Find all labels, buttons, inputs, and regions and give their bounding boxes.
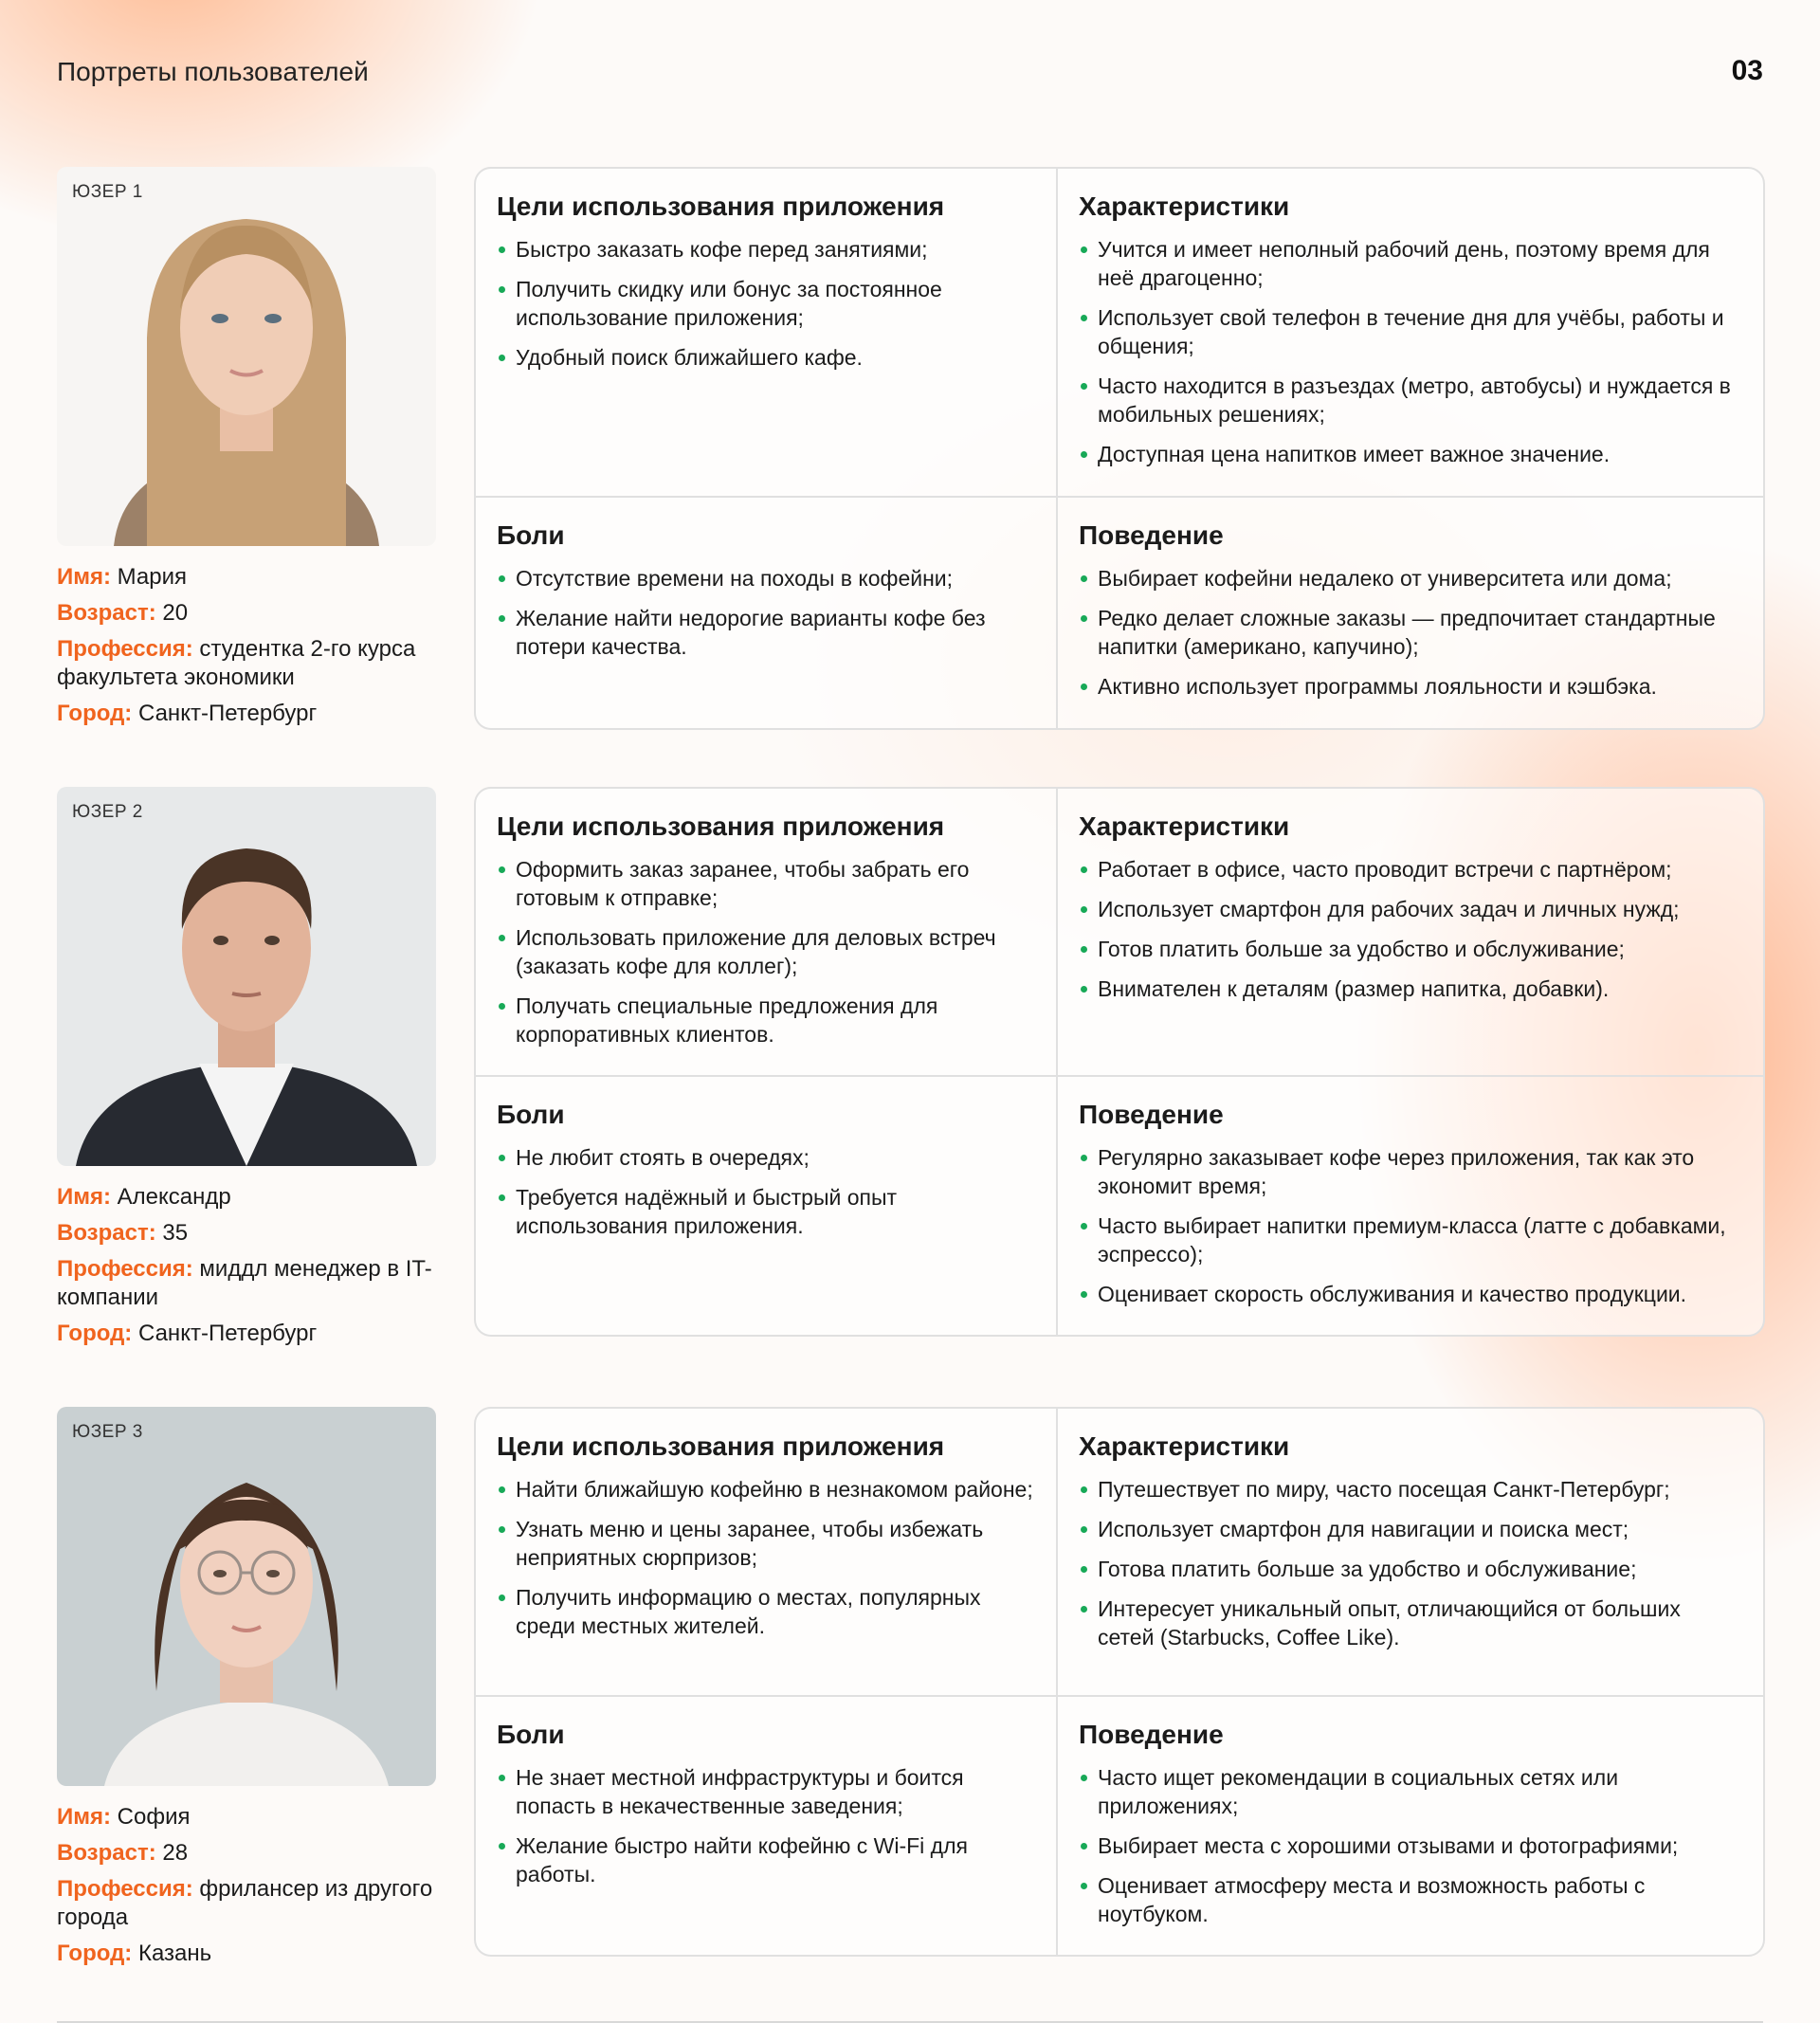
pains-section [476, 498, 1058, 728]
persona-card-1 [57, 167, 1763, 736]
section-title: Боли [497, 1100, 565, 1129]
list-item: Желание найти недорогие варианты кофе без потери качества. [497, 604, 1033, 661]
list-item: Работает в офисе, часто проводит встречи с партнёром; [1079, 855, 1740, 884]
behavior-section [1058, 1077, 1763, 1335]
age-label: Возраст: [57, 1840, 156, 1866]
profession-label: Профессия: [57, 1256, 193, 1282]
profession-value: студентка 2-го курса факультета экономики [57, 636, 416, 690]
list-item: Использует смартфон для навигации и поиска мест; [1079, 1515, 1740, 1543]
list-item: Оформить заказ заранее, чтобы забрать его готовым к отправке; [497, 855, 1033, 912]
name-label: Имя: [57, 1804, 111, 1830]
list-item: Не любит стоять в очередях; [497, 1143, 1033, 1172]
behavior-section [1058, 498, 1763, 728]
list-item: Путешествует по миру, часто посещая Санкт-Петербург; [1079, 1475, 1740, 1504]
goals-section [476, 1409, 1058, 1697]
avatar-photo [57, 1407, 436, 1786]
list-item: Получить скидку или бонус за постоянное использование приложения; [497, 275, 1033, 332]
persona-info [57, 563, 446, 736]
list-item: Получить информацию о местах, популярных среди местных жителей. [497, 1583, 1033, 1640]
list-item: Часто выбирает напитки премиум-класса (латте с добавками, эспрессо); [1079, 1212, 1740, 1268]
list-item: Найти ближайшую кофейню в незнакомом районе; [497, 1475, 1033, 1504]
list-item: Выбирает места с хорошими отзывами и фотографиями; [1079, 1832, 1740, 1860]
section-title: Цели использования приложения [497, 811, 945, 841]
section-title: Поведение [1079, 1720, 1224, 1749]
list-item: Оценивает скорость обслуживания и качество продукции. [1079, 1280, 1740, 1308]
list-item: Часто находится в разъездах (метро, автобусы) и нуждается в мобильных решениях; [1079, 372, 1740, 428]
pains-section [476, 1697, 1058, 1955]
persona-info [57, 1803, 446, 1976]
age-value: 20 [162, 600, 189, 626]
avatar-photo [57, 787, 436, 1166]
persona-details-card [474, 1407, 1765, 1957]
list-item: Не знает местной инфраструктуры и боится попасть в некачественные заведения; [497, 1763, 1033, 1820]
profession-value: миддл менеджер в IT-компании [57, 1256, 432, 1310]
persona-details-card [474, 787, 1765, 1337]
city-value: Санкт-Петербург [137, 1321, 318, 1346]
name-value: Мария [117, 564, 188, 590]
list-item: Выбирает кофейни недалеко от университета или дома; [1079, 564, 1740, 592]
age-label: Возраст: [57, 600, 156, 626]
page-number: 03 [1731, 55, 1763, 86]
list-item: Учится и имеет неполный рабочий день, поэтому время для неё драгоценно; [1079, 235, 1740, 292]
age-value: 28 [162, 1840, 189, 1866]
list-item: Использует свой телефон в течение дня для учёбы, работы и общения; [1079, 303, 1740, 360]
section-title: Боли [497, 1720, 565, 1749]
goals-section [476, 789, 1058, 1077]
avatar-photo [57, 167, 436, 546]
traits-section [1058, 789, 1763, 1077]
avatar-portrait-female-2 [57, 1407, 436, 1786]
list-item: Готова платить больше за удобство и обслуживание; [1079, 1555, 1740, 1583]
section-title: Цели использования приложения [497, 191, 945, 221]
list-item: Желание быстро найти кофейню с Wi-Fi для работы. [497, 1832, 1033, 1888]
page-title: Портреты пользовaтелей [57, 57, 369, 86]
avatar-portrait-female-1 [57, 167, 436, 546]
list-item: Использовать приложение для деловых встреч (заказать кофе для коллег); [497, 923, 1033, 980]
persona-card-2 [57, 787, 1763, 1356]
name-value: София [117, 1804, 191, 1830]
name-label: Имя: [57, 564, 111, 590]
city-label: Город: [57, 1941, 133, 1966]
traits-section [1058, 169, 1763, 498]
city-label: Город: [57, 1321, 133, 1346]
list-item: Узнать меню и цены заранее, чтобы избежать неприятных сюрпризов; [497, 1515, 1033, 1572]
user-tag: ЮЗЕР 1 [72, 182, 143, 202]
city-label: Город: [57, 701, 133, 726]
profession-label: Профессия: [57, 1876, 193, 1902]
list-item: Требуется надёжный и быстрый опыт использования приложения. [497, 1183, 1033, 1240]
persona-info [57, 1183, 446, 1356]
list-item: Использует смартфон для рабочих задач и личных нужд; [1079, 895, 1740, 923]
list-item: Редко делает сложные заказы — предпочитает стандартные напитки (американо, капучино); [1079, 604, 1740, 661]
section-title: Цели использования приложения [497, 1431, 945, 1461]
persona-details-card [474, 167, 1765, 730]
section-title: Поведение [1079, 520, 1224, 550]
goals-section [476, 169, 1058, 498]
list-item: Часто ищет рекомендации в социальных сетях или приложениях; [1079, 1763, 1740, 1820]
avatar-portrait-male [57, 787, 436, 1166]
list-item: Готов платить больше за удобство и обслуживание; [1079, 935, 1740, 963]
age-label: Возраст: [57, 1220, 156, 1246]
name-label: Имя: [57, 1184, 111, 1210]
section-title: Характеристики [1079, 1431, 1290, 1461]
section-title: Характеристики [1079, 811, 1290, 841]
age-value: 35 [162, 1220, 189, 1246]
behavior-section [1058, 1697, 1763, 1955]
profession-value: фрилансер из другого города [57, 1876, 433, 1930]
list-item: Внимателен к деталям (размер напитка, добавки). [1079, 975, 1740, 1003]
list-item: Получать специальные предложения для корпоративных клиентов. [497, 992, 1033, 1048]
list-item: Быстро заказать кофе перед занятиями; [497, 235, 1033, 264]
list-item: Регулярно заказывает кофе через приложения, так как это экономит время; [1079, 1143, 1740, 1200]
section-title: Характеристики [1079, 191, 1290, 221]
user-tag: ЮЗЕР 3 [72, 1422, 143, 1442]
user-tag: ЮЗЕР 2 [72, 802, 143, 822]
list-item: Активно использует программы лояльности и кэшбэка. [1079, 672, 1740, 701]
city-value: Казань [137, 1941, 212, 1966]
profession-label: Профессия: [57, 636, 193, 662]
section-title: Боли [497, 520, 565, 550]
list-item: Оценивает атмосферу места и возможность работы с ноутбуком. [1079, 1871, 1740, 1928]
traits-section [1058, 1409, 1763, 1697]
pains-section [476, 1077, 1058, 1335]
list-item: Удобный поиск ближайшего кафе. [497, 343, 1033, 372]
city-value: Санкт-Петербург [137, 701, 318, 726]
persona-card-3 [57, 1407, 1763, 1976]
list-item: Интересует уникальный опыт, отличающийся от больших сетей (Starbucks, Coffee Like). [1079, 1595, 1740, 1651]
list-item: Отсутствие времени на походы в кофейни; [497, 564, 1033, 592]
list-item: Доступная цена напитков имеет важное значение. [1079, 440, 1740, 468]
section-title: Поведение [1079, 1100, 1224, 1129]
name-value: Александр [117, 1184, 231, 1210]
